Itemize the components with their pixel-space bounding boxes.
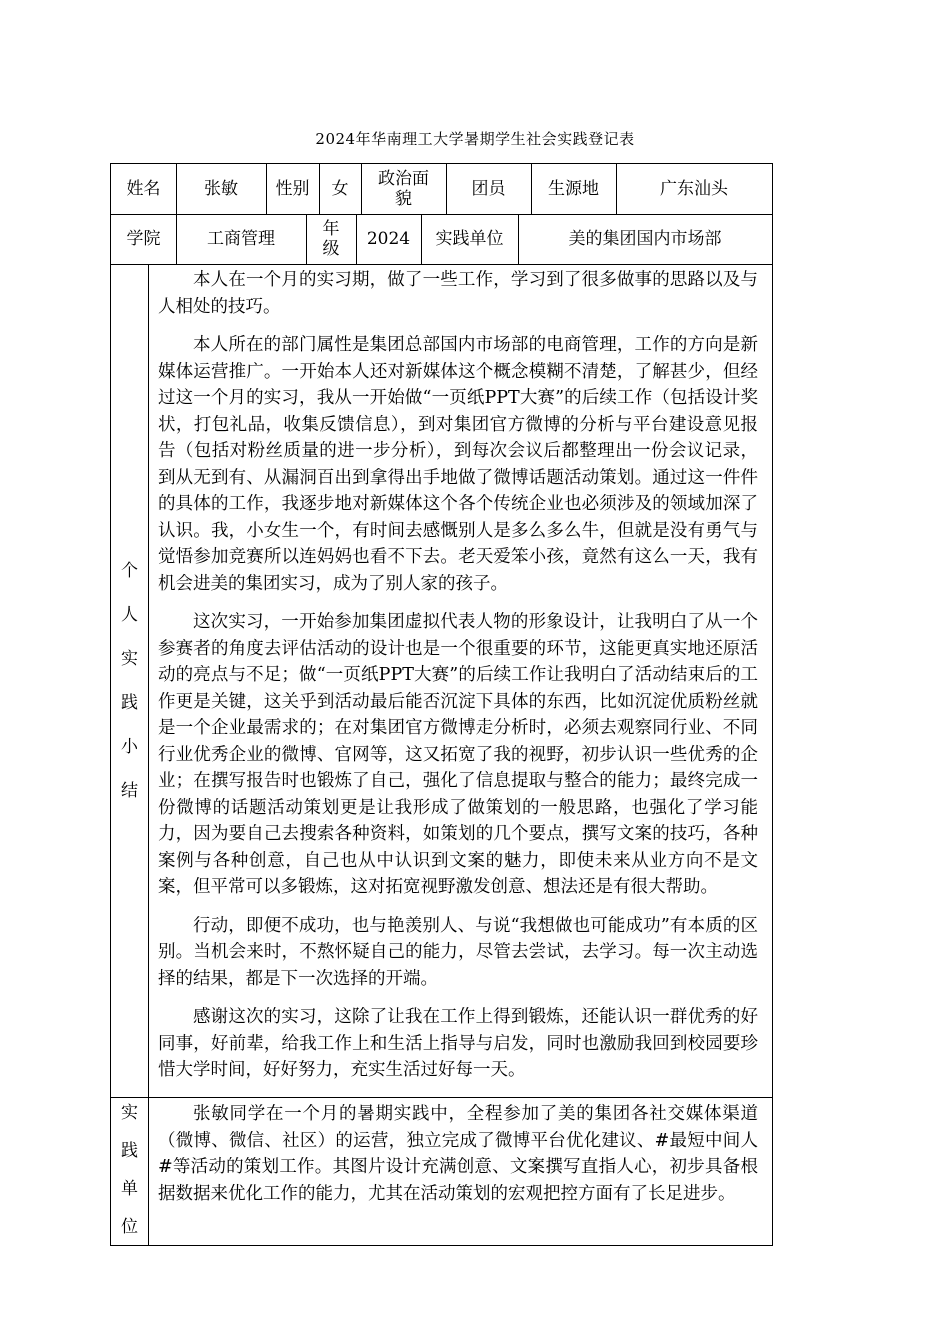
summary-paragraph: 本人所在的部门属性是集团总部国内市场部的电商管理，工作的方向是新媒体运营推广。一开始本人还对新媒体这个概念模糊不清楚，了解甚少，但经过这一个月的实习，我从一开始做“一页纸PPT大赛”的后续工作（包括设计奖状，打包礼品，收集反馈信息），到对集团官方微博的分析与平台建设意见报告（包括对粉丝质量的进一步分析），到每次会议后都整理出一份会议记录，到从无到有、从漏洞百出到拿得出手地做了微博话题活动策划。通过这一件件的具体的工作，我逐步地对新媒体这个各个传统企业也必须涉及的领域加深了认识。我，小女生一个，有时间去感慨别人是多么多么牛，但就是没有勇气与觉悟参加竞赛所以连妈妈也看不下去。老天爱笨小孩，竟然有这么一天，我有机会进美的集团实习，成为了别人家的孩子。 bbox=[158, 335, 758, 594]
unit-label-char: 实 bbox=[121, 1103, 138, 1123]
unit-label-char: 单 bbox=[121, 1179, 138, 1199]
gender-value: 女 bbox=[331, 179, 349, 199]
unit-label-char: 位 bbox=[121, 1217, 138, 1237]
practice-unit-label: 实践单位 bbox=[435, 229, 504, 249]
col-divider bbox=[148, 264, 149, 1246]
college-value: 工商管理 bbox=[207, 229, 275, 249]
summary-paragraph: 本人在一个月的实习期，做了一些工作，学习到了很多做事的思路以及与人相处的技巧。 bbox=[158, 270, 758, 317]
political-status-label: 政治面貌 bbox=[378, 169, 429, 209]
political-status-value: 团员 bbox=[471, 179, 506, 199]
grade-label: 年级 bbox=[322, 219, 340, 259]
summary-paragraph: 这次实习，一开始参加集团虚拟代表人物的形象设计，让我明白了从一个参赛者的角度去评估活动的设计也是一个很重要的环节，这能更真实地还原活动的亮点与不足；做“一页纸PPT大赛”的后续工作让我明白了活动结束后的工作更是关键，这关乎到活动最后能否沉淀下具体的东西，比如沉淀优质粉丝就是一个企业最需求的；在对集团官方微博走分析时，必须去观察同行业、不同行业优秀企业的微博、官网等，这又拓宽了我的视野，初步认识一些优秀的企业；在撰写报告时也锻炼了自己，强化了信息提取与整合的能力；最终完成一份微博的话题活动策划更是让我形成了做策划的一般思路，也强化了学习能力，因为要自己去搜索各种资料，如策划的几个要点，撰写文案的技巧，各种案例与各种创意，自己也从中认识到文案的魅力，即使未来从业方向不是文案，但平常可以多锻炼，这对拓宽视野激发创意、想法还是有很大帮助。 bbox=[158, 612, 758, 897]
unit-label-char: 践 bbox=[121, 1141, 138, 1161]
unit-comment-paragraph: 张敏同学在一个月的暑期实践中，全程参加了美的集团各社交媒体渠道（微博、微信、社区）的运营，独立完成了微博平台优化建议、#最短中间人#等活动的策划工作。其图片设计充满创意、文案撰写直指人心，初步具备根据数据来优化工作的能力，尤其在活动策划的宏观把控方面有了长足进步。 bbox=[158, 1104, 758, 1204]
form-title: 2024年华南理工大学暑期学生社会实践登记表 bbox=[315, 130, 635, 148]
summary-label-char: 实 bbox=[121, 648, 138, 669]
grade-value: 2024 bbox=[366, 229, 411, 249]
practice-unit-comment-text bbox=[158, 1101, 758, 1219]
summary-label-char: 结 bbox=[121, 780, 138, 801]
practice-unit-comment-label bbox=[111, 1099, 148, 1247]
name-label: 姓名 bbox=[126, 179, 161, 199]
origin-value: 广东汕头 bbox=[660, 179, 728, 199]
origin-label: 生源地 bbox=[548, 179, 599, 199]
summary-label-char: 人 bbox=[121, 604, 138, 625]
summary-paragraph: 行动，即便不成功，也与艳羡别人、与说“我想做也可能成功”有本质的区别。当机会来时，不熬怀疑自己的能力，尽管去尝试，去学习。每一次主动选择的结果，都是下一次选择的开端。 bbox=[158, 915, 758, 989]
personal-summary-label bbox=[111, 264, 148, 1097]
name-value: 张敏 bbox=[204, 179, 238, 199]
practice-unit-value: 美的集团国内市场部 bbox=[568, 229, 722, 249]
row-divider bbox=[111, 1097, 772, 1098]
college-label: 学院 bbox=[126, 229, 161, 249]
summary-label-char: 个 bbox=[121, 560, 138, 581]
personal-summary-text bbox=[158, 267, 758, 1096]
registration-table bbox=[110, 163, 773, 1246]
summary-label-char: 践 bbox=[121, 692, 138, 713]
gender-label: 性别 bbox=[275, 179, 310, 199]
row-divider bbox=[111, 264, 772, 265]
summary-label-char: 小 bbox=[121, 736, 138, 757]
summary-paragraph: 感谢这次的实习，这除了让我在工作上得到锻炼，还能认识一群优秀的好同事，好前辈，给我工作上和生活上指导与启发，同时也激励我回到校园要珍惜大学时间，好好努力，充实生活过好每一天。 bbox=[158, 1007, 758, 1080]
